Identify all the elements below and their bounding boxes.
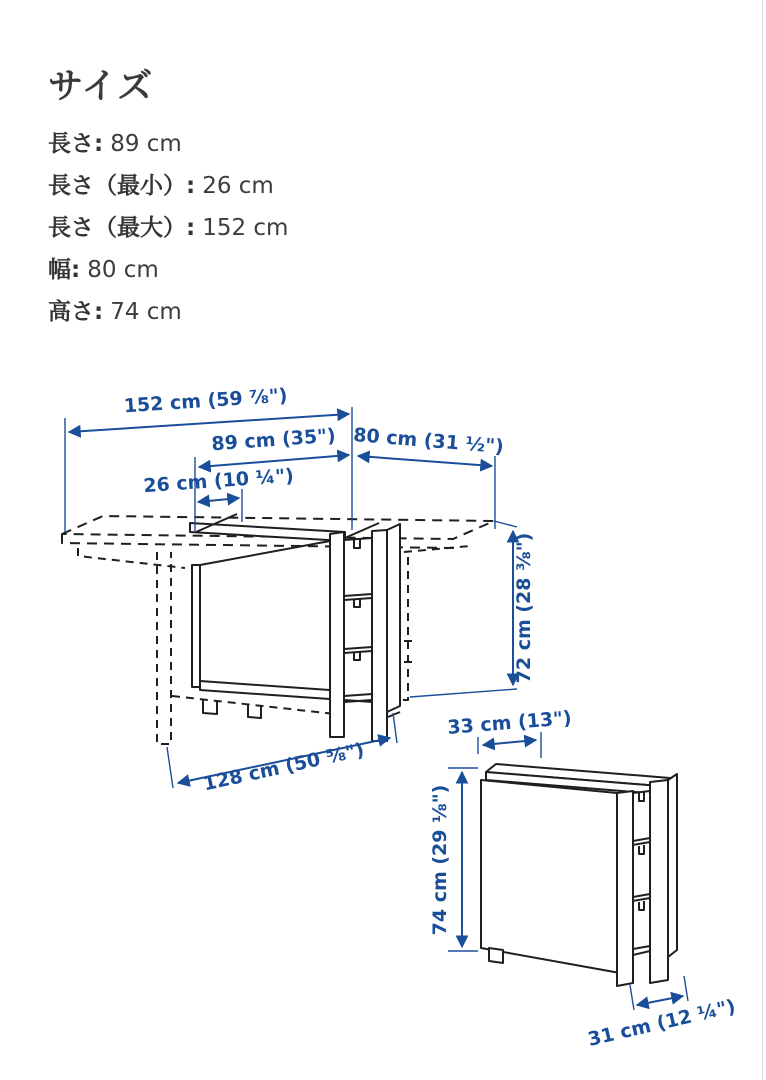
spec-label: 長さ（最小）:: [48, 173, 196, 199]
dim-label-128: 128 cm (50 ⅝"): [201, 738, 367, 796]
folded-table-diagram: [429, 707, 738, 1051]
dim-label-80: 80 cm (31 ½"): [352, 424, 505, 459]
spec-label: 長さ（最大）:: [48, 215, 196, 241]
dim-label-31: 31 cm (12 ¼"): [585, 995, 738, 1051]
dim-label-72: 72 cm (28 ⅜"): [513, 532, 535, 684]
spec-label: 長さ:: [48, 131, 104, 157]
spec-label: 幅:: [48, 257, 81, 283]
spec-value: 152 cm: [202, 215, 289, 241]
spec-value: 80 cm: [87, 257, 159, 283]
dim-label-74: 74 cm (29 ⅛"): [429, 784, 451, 936]
spec-value: 74 cm: [110, 299, 182, 325]
spec-label: 高さ:: [48, 299, 104, 325]
spec-value: 26 cm: [202, 173, 274, 199]
dim-label-89: 89 cm (35"): [210, 424, 337, 456]
dim-label-152: 152 cm (59 ⅞"): [123, 384, 289, 418]
dim-label-33: 33 cm (13"): [446, 707, 573, 739]
spec-value: 89 cm: [110, 131, 182, 157]
page-title: サイズ: [48, 67, 154, 108]
dim-label-26: 26 cm (10 ¼"): [142, 464, 295, 498]
